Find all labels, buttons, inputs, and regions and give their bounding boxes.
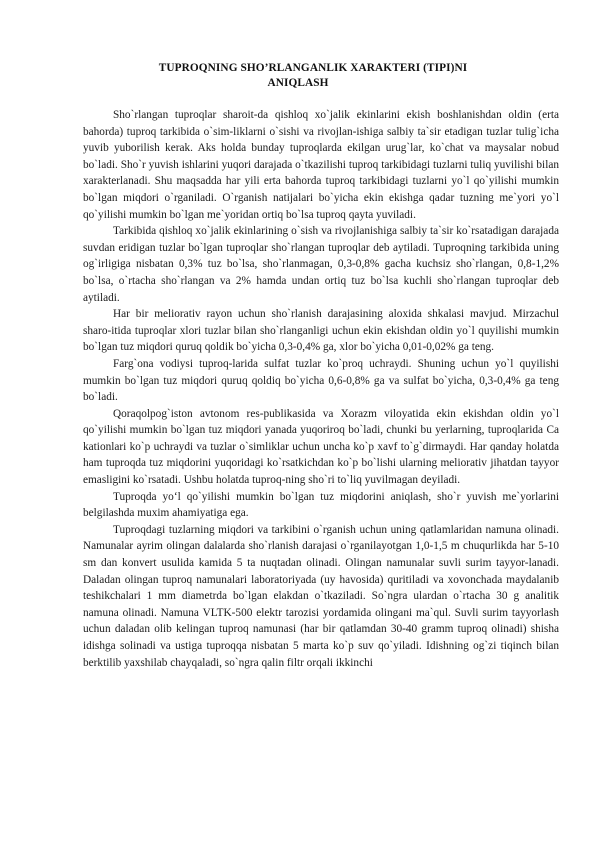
paragraph-2: Tarkibida qishloq xo`jalik ekinlarining o`sish va rivojlanishiga salbiy ta`sir ko`rsatadigan darajada suvdan eridigan tuzlar bo`lgan tuproqlar sho`rlangan tuproqlar deb aytiladi. Tuproqning tarkibida uning og`irligiga nisbatan 0,3% tuz bo`lsa, sho`rlanmagan, 0,3-0,8% gacha kuchsiz sho`rlangan, 0,8-1,2% bo`lsa, o`rtacha sho`rlangan va 2% hamda undan ortiq tuz bo`lsa kuchli sho`rlangan tuproqlar deb aytiladi. [83, 225, 559, 304]
paragraph-7: Tuproqdagi tuzlarning miqdori va tarkibini o`rganish uchun uning qatlamlaridan namuna olinadi. Namunalar ayrim olingan dalalarda sho`rlanish darajasi o`rganilayotgan 1,0-1,5 m chuqurlikda har 5-10 sm dan konvert usulida kamida 5 ta nuqtadan olinadi. Olingan namunalar suvli surim tayyor-lanadi. Daladan olingan tuproq namunalari laboratoriyada (uy havosida) quritiladi va xovonchada maydalanib teshikchalari 1 mm diametrda bo`lgan elakdan o`tkaziladi. So`ngra ulardan o`rtacha 30 g analitik namuna olinadi. Namuna VLTK-500 elektr tarozisi yordamida olingani ma`qul. Suvli surim tayyorlash uchun daladan olib kelingan tuproq namunasi (har bir qatlamdan 30-40 gramm tuproq olinadi) shisha idishga solinadi va ustiga tuproqqa nisbatan 5 marta ko`p suv qo`yiladi. Idishning og`zi tiqinch bilan berktilib yaxshilab chayqaladi, so`ngra qalin filtr orqali ikkinchi [83, 523, 559, 669]
title-line-2: ANIQLASH [267, 77, 329, 89]
paragraph-5: Qoraqolpog`iston avtonom res-publikasida va Xorazm viloyatida ekin ekishdan oldin yo`l qo`yilishi mumkin bo`lgan tuz miqdori yanada yuqoriroq bo`ladi, chunki bu yerlarning, tuproqlarida Ca kationlari ko`p uchraydi va tuzlar o`simliklar uchun uncha ko`p xavf to`g`dirmaydi. Har qanday holatda ham tuproqda tuz miqdorini yuqoridagi ko`rsatkichdan ko`p bo`lishi ularning meliorativ jihatdan tayyor emasligini ko`rsatadi. Ushbu holatda tuproq-ning sho`ri to`liq yuvilmagan deyiladi. [83, 407, 559, 487]
title-line-1: TUPROQNING SHO’RLANGANLIK XARAKTERI (TIPI)NI [158, 62, 468, 74]
paragraph-4: Farg`ona vodiysi tuproq-larida sulfat tuzlar ko`proq uchraydi. Shuning uchun yo`l quyilishi mumkin bo`lgan tuz miqdori quruq qoldiq bo`yicha 0,6-0,8% ga va sulfat bo`yicha, 0,3-0,4% ga teng bo`ladi. [83, 357, 559, 404]
paragraph-1: Sho`rlangan tuproqlar sharoit-da qishloq xo`jalik ekinlarini ekish boshlanishdan oldin (erta bahorda) tuproq tarkibida o`sim-liklarni o`sishi va rivojlan-ishiga salbiy ta`sir etadigan tuzlar tulig`icha yuvib yuborilish kerak. Aks holda bunday tuproqlarda ekilgan urug`lar, ko`chat va maysalar nobud bo`ladi. Sho`r yuvish ishlarini yuqori darajada o`tkazilishi tuproq tarkibidagi tuzlarni tuliq yuvilishi bilan xarakterlanadi. Shu maqsadda har yili erta bahorda tuproq tarkibidagi tuzlarni yo`l qo`yilishi mumkin bo`lgan miqdori o`rganiladi. O`rganish natijalari bo`yicha ekin ekishga qadar tuzning me`yori yo`l qo`yilishi mumkin bo`lgan me`yoridan ortiq bo`lsa tuproq qayta yuviladi. [83, 109, 559, 221]
paragraph-3: Har bir meliorativ rayon uchun sho`rlanish darajasining aloxida shkalasi mavjud. Mirzachul sharo-itida tuproqlar xlori tuzlar bilan sho`rlanganligi uchun ekin ekishdan oldin yo`l quyilishi mumkin bo`lgan tuz miqdori quruq qoldik bo`yicha 0,3-0,4% ga, xlor bo`yicha 0,01-0,02% ga teng. [83, 308, 559, 354]
document-title [60, 61, 536, 91]
document-body [83, 107, 559, 671]
paragraph-6: Tuproqda yo‘l qo`yilishi mumkin bo`lgan tuz miqdorini aniqlash, sho`r yuvish me`yorlarini belgilashda muxim ahamiyatiga ega. [83, 490, 559, 520]
